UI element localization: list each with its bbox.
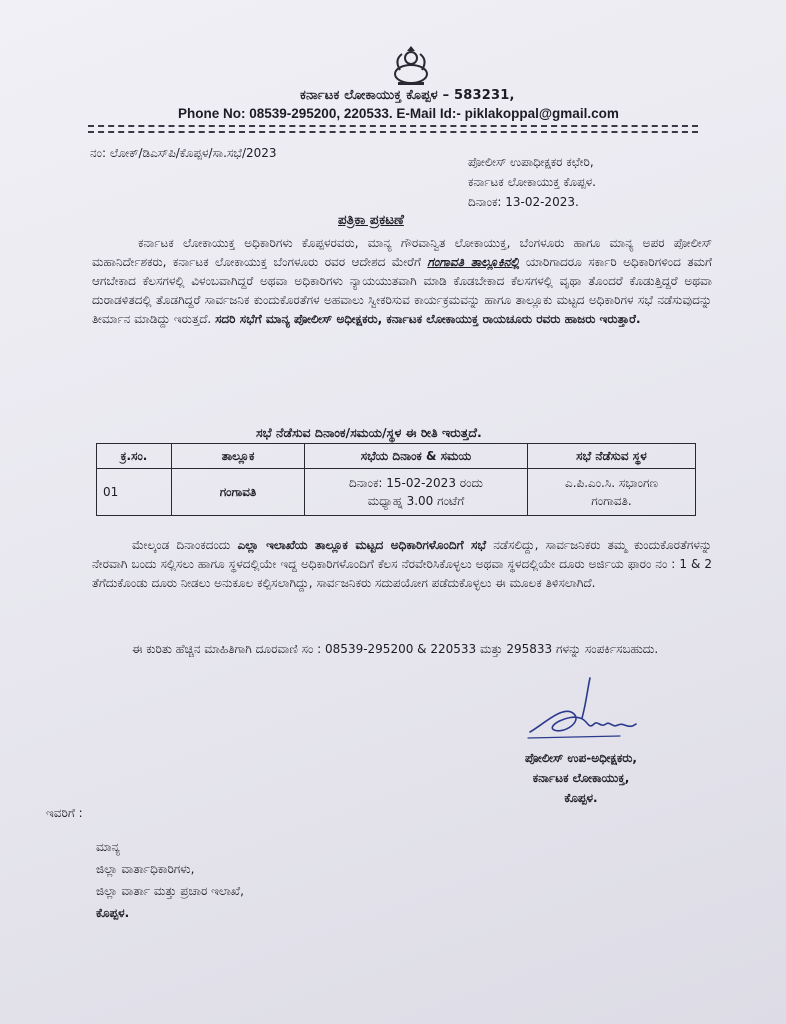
- handwritten-signature-icon: [524, 674, 644, 744]
- letter-date: ದಿನಾಂಕ: 13-02-2023.: [468, 195, 579, 209]
- venue-name: ಎ.ಪಿ.ಎಂ.ಸಿ. ಸಭಾಂಗಣ: [565, 476, 658, 490]
- paragraph-text: ನಡೆಸಲಿದ್ದು, ಸಾರ್ವಜನಿಕರು ತಮ್ಮ ಕುಂದುಕೊರತೆಗಳನ್ನು ನೇರವಾಗಿ ಬಂದು ಸಲ್ಲಿಸಲು ಹಾಗೂ ಸ್ಥಳದಲ್ಲಿಯೇ ಇದ್ದ ಅಧಿಕಾರಿಗಳೊಂದಿಗೆ ಕೆಲಸ ನೆರವೇರಿಸಿಕೊಳ್ಳಲು ಅಥವಾ ಸ್ಥಳದಲ್ಲಿಯೇ ದೂರು ಅರ್ಜಿಯ ಫಾರಂ ನಂ : 1 & 2 ತೆಗೆದುಕೊಂಡು ದೂರು ನೀಡಲು ಅನುಕೂಲ ಕಲ್ಪಿಸಲಾಗಿದ್ದು, ಸಾರ್ವಜನಿಕರು ಸದುಪಯೋಗ ಪಡೆದುಕೊಳ್ಳಲು ಈ ಮೂಲಕ ತಿಳಿಸಲಾಗಿದೆ.: [92, 538, 712, 590]
- from-office: ಪೋಲೀಸ್ ಉಪಾಧೀಕ್ಷಕರ ಕಛೇರಿ,: [468, 155, 594, 169]
- table-header-row: [97, 444, 696, 469]
- meeting-table: [96, 443, 696, 516]
- column-header: ತಾಲ್ಲೂಕ: [172, 444, 305, 469]
- signatory-org: ಕರ್ನಾಟಕ ಲೋಕಾಯುಕ್ತ,: [532, 771, 630, 785]
- signatory-block: [476, 748, 686, 808]
- signatory-place: ಕೊಪ್ಪಳ.: [564, 791, 598, 805]
- table-cell-datetime: [305, 469, 528, 516]
- from-block: [468, 152, 596, 212]
- table-cell-venue: [528, 469, 696, 516]
- recipient-block: [96, 836, 244, 924]
- recipient-line: ಮಾನ್ಯ: [96, 840, 120, 854]
- recipient-label: ಇವರಿಗೆ :: [46, 806, 83, 820]
- office-address: ಕರ್ನಾಟಕ ಲೋಕಾಯುಕ್ತ ಕೊಪ್ಪಳ – 583231,: [300, 88, 515, 103]
- karnataka-emblem-icon: [386, 44, 436, 88]
- column-header: ಸಭೆಯ ದಿನಾಂಕ & ಸಮಯ: [305, 444, 528, 469]
- paragraph-text: ಕರ್ನಾಟಕ ಲೋಕಾಯುಕ್ತ ಅಧಿಕಾರಿಗಳು ಕೊಪ್ಪಳರವರು, ಮಾನ್ಯ ಗೌರವಾನ್ವಿತ ಲೋಕಾಯುಕ್ತ, ಬೆಂಗಳೂರು ಹಾಗೂ ಮಾನ್ಯ ಅಪರ ಪೋಲೀಸ್ ಮಹಾನಿರ್ದೇಶಕರು, ಕರ್ನಾಟಕ ಲೋಕಾಯುಕ್ತ ಬೆಂಗಳೂರು ರವರ ಆದೇಶದ ಮೇರೆಗೆ: [92, 236, 712, 269]
- paragraph-text-bold: ಸದರಿ ಸಭೆಗೆ ಮಾನ್ಯ ಪೋಲೀಸ್ ಅಧೀಕ್ಷಕರು, ಕರ್ನಾಟಕ ಲೋಕಾಯುಕ್ತ ರಾಯಚೂರು ರವರು ಹಾಜರು ಇರುತ್ತಾರೆ.: [215, 312, 641, 326]
- page-title: ಪತ್ರಿಕಾ ಪ್ರಕಟಣೆ: [338, 212, 404, 228]
- paragraph-text-bold: ಎಲ್ಲಾ ಇಲಾಖೆಯ ತಾಲ್ಲೂಕ ಮಟ್ಟದ ಅಧಿಕಾರಿಗಳೊಂದಿಗೆ ಸಭೆ: [237, 538, 487, 552]
- body-paragraph-3: ಈ ಕುರಿತು ಹೆಚ್ಚಿನ ಮಾಹಿತಿಗಾಗಿ ದೂರವಾಣಿ ಸಂ : 08539-295200 & 220533 ಮತ್ತು 295833 ಗಳನ್ನು ಸಂಪರ್ಕಿಸಬಹುದು.: [132, 642, 659, 656]
- datetime-time: ಮಧ್ಯಾಹ್ನ 3.00 ಗಂಟೆಗೆ: [367, 494, 465, 508]
- highlighted-taluk: ಗಂಗಾವತಿ ತಾಲ್ಲೂಕಿನಲ್ಲಿ: [427, 255, 520, 269]
- table-cell-taluk: ಗಂಗಾವತಿ: [172, 469, 305, 516]
- from-org: ಕರ್ನಾಟಕ ಲೋಕಾಯುಕ್ತ ಕೊಪ್ಪಳ.: [468, 175, 596, 189]
- header-divider: [88, 131, 698, 133]
- recipient-line: ಜಿಲ್ಲಾ ವಾರ್ತಾಧಿಕಾರಿಗಳು,: [96, 862, 195, 876]
- body-paragraph-2: [92, 536, 712, 593]
- venue-place: ಗಂಗಾವತಿ.: [591, 494, 632, 508]
- datetime-date: ದಿನಾಂಕ: 15-02-2023 ರಂದು: [348, 476, 484, 490]
- header-divider: [88, 125, 698, 127]
- reference-number: ನಂ: ಲೋಕ್/ಡಿಎಸ್‌ಪಿ/ಕೊಪ್ಪಳ/ಸಾ.ಸಭೆ/2023: [90, 146, 277, 160]
- paragraph-text: ಯಾರಿಗಾದರೂ ಸರ್ಕಾರಿ ಅಧಿಕಾರಿಗಳಿಂದ ತಮಗೆ ಆಗಬೇಕಾದ ಕೆಲಸಗಳಲ್ಲಿ ವಿಳಂಬವಾಗಿದ್ದರೆ ಅಥವಾ ಅಧಿಕಾರಿಗಳು ನ್ಯಾಯಯುತವಾಗಿ ಮಾಡಿ ಕೊಡಬೇಕಾದ ಕೆಲಸಗಳಲ್ಲಿ ವೃಥಾ ತೊಂದರೆ ಕೊಡುತ್ತಿದ್ದರೆ ಅಥವಾ ದುರಾಡಳಿತದಲ್ಲಿ ತೊಡಗಿದ್ದರೆ ಸಾರ್ವಜನಿಕ ಕುಂದುಕೊರತೆಗಳ ಅಹವಾಲು ಸ್ವೀಕರಿಸುವ ಕಾರ್ಯಕ್ರಮವನ್ನು ಹಾಗೂ ತಾಲ್ಲೂಕು ಮಟ್ಟದ ಅಧಿಕಾರಿಗಳ ಸಭೆ ನಡೆಸುವುದನ್ನು ತೀರ್ಮಾನ ಮಾಡಿದ್ದು ಇರುತ್ತದೆ.: [92, 255, 712, 326]
- table-caption: ಸಭೆ ನೆಡೆಸುವ ದಿನಾಂಕ/ಸಮಯ/ಸ್ಥಳ ಈ ರೀತಿ ಇರುತ್ತದೆ.: [256, 425, 482, 440]
- table-row: [97, 469, 696, 516]
- table-cell-sl: 01: [97, 469, 172, 516]
- signatory-title: ಪೋಲೀಸ್ ಉಪ-ಅಧೀಕ್ಷಕರು,: [525, 751, 637, 765]
- column-header: ಕ್ರ.ಸಂ.: [97, 444, 172, 469]
- paragraph-text: ಮೇಲ್ಕಂಡ ದಿನಾಂಕದಂದು: [132, 538, 238, 552]
- contact-line: Phone No: 08539-295200, 220533. E-Mail Id:- piklakoppal@gmail.com: [178, 106, 619, 121]
- recipient-line: ಜಿಲ್ಲಾ ವಾರ್ತಾ ಮತ್ತು ಪ್ರಚಾರ ಇಲಾಖೆ,: [96, 884, 244, 898]
- recipient-line: ಕೊಪ್ಪಳ.: [96, 906, 130, 920]
- body-paragraph-1: [92, 234, 712, 329]
- column-header: ಸಭೆ ನೆಡೆಸುವ ಸ್ಥಳ: [528, 444, 696, 469]
